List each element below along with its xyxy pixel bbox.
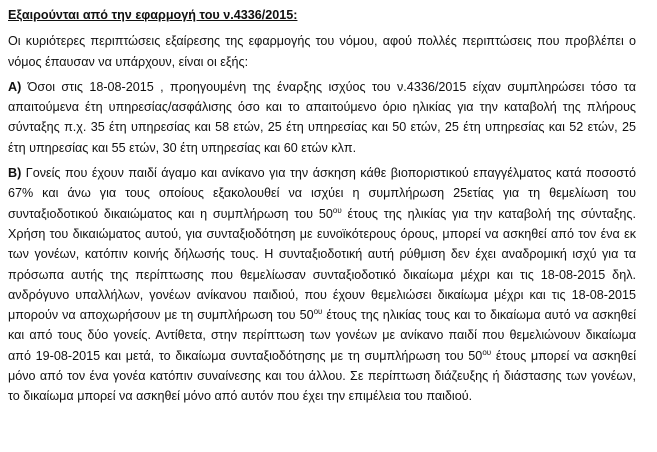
case-b-text-part-2: έτους της ηλικίας για την καταβολή της σύνταξης. Χρήση του δικαιώματος αυτού, για συνταξιοδότηση με ευνοϊκότερους όρους, μπορεί να ασκηθεί από τον ένα εκ των γονέων, κατόπιν κοινής δήλωσής τους. Η συνταξιοδοτική αυτή ρύθμιση δεν έχει αναδρομική ισχύ για τα πρόσωπα αυτής της περίπτωσης που θεμελίωσαν συνταξιοδοτικό δικαίωμα μέχρι και τις 18-08-2015 δηλ. ανδρόγυνο υπαλλήλων, γονέων ανίκανου παιδιού, που έχουν θεμελιώσει δικαίωμα μέχρι και τις 18-08-2015 μπορούν να αποχωρήσουν με τη συμπλήρωση του 50: [8, 206, 636, 323]
ordinal-suffix: ου: [313, 307, 323, 317]
case-a-paragraph: [8, 77, 636, 158]
ordinal-suffix: ου: [482, 347, 492, 357]
document-page: [8, 5, 636, 407]
intro-paragraph: Οι κυριότερες περιπτώσεις εξαίρεσης της εφαρμογής του νόμου, αφού πολλές περιπτώσεις που προβλέπει ο νόμος έπαυσαν να υπάρχουν, είναι οι εξής:: [8, 34, 636, 69]
case-b-text-part-1: Γονείς που έχουν παιδί άγαμο και ανίκανο για την άσκηση κάθε βιοποριστικού επαγγέλματος κατά ποσοστό 67% και άνω για τους οποίους εξακολουθεί να ισχύει η συμπλήρωση 25ετίας για τη θεμελίωση του συνταξιοδοτικού δικαιώματος και η συμπλήρωση του 50: [8, 166, 637, 221]
case-a-label: Α): [8, 79, 22, 94]
section-heading: Εξαιρούνται από την εφαρμογή του ν.4336/2015:: [8, 8, 298, 22]
ordinal-suffix: ου: [332, 205, 342, 215]
case-b-text-part-4: έτους μπορεί να ασκηθεί μόνο από τον ένα γονέα κατόπιν συναίνεσης και του άλλου. Σε περίπτωση διάζευξης ή διάστασης των γονέων, το δικαίωμα μπορεί να ασκηθεί μόνο από αυτόν που έχει την επιμέλεια του παιδιού.: [8, 348, 636, 404]
case-b-paragraph: [8, 163, 636, 407]
case-b-text-part-3: έτους της ηλικίας τους και το δικαίωμα αυτό να ασκηθεί και από τους δύο γονείς. Αντίθετα, στην περίπτωση των γονέων με ανίκανο παιδί που θεμελιώνουν δικαίωμα από 19-08-2015 και μετά, το δικαίωμα συνταξιοδότησης με τη συμπλήρωση του 50: [8, 308, 636, 363]
case-a-text: Όσοι στις 18-08-2015 , προηγουμένη της έναρξης ισχύος του ν.4336/2015 είχαν συμπληρώσει τόσο τα απαιτούμενα έτη υπηρεσίας/ασφάλισης όσο και το απαιτούμενο όριο ηλικίας για την καταβολή της πλήρους σύνταξης π.χ. 35 έτη υπηρεσίας και 58 ετών, 25 έτη υπηρεσίας και 50 ετών, 25 έτη υπηρεσίας και 52 ετών, 25 έτη υπηρεσίας και 55 ετών, 30 έτη υπηρεσίας και 60 ετών κλπ.: [8, 79, 636, 155]
case-b-label: Β): [8, 166, 22, 181]
